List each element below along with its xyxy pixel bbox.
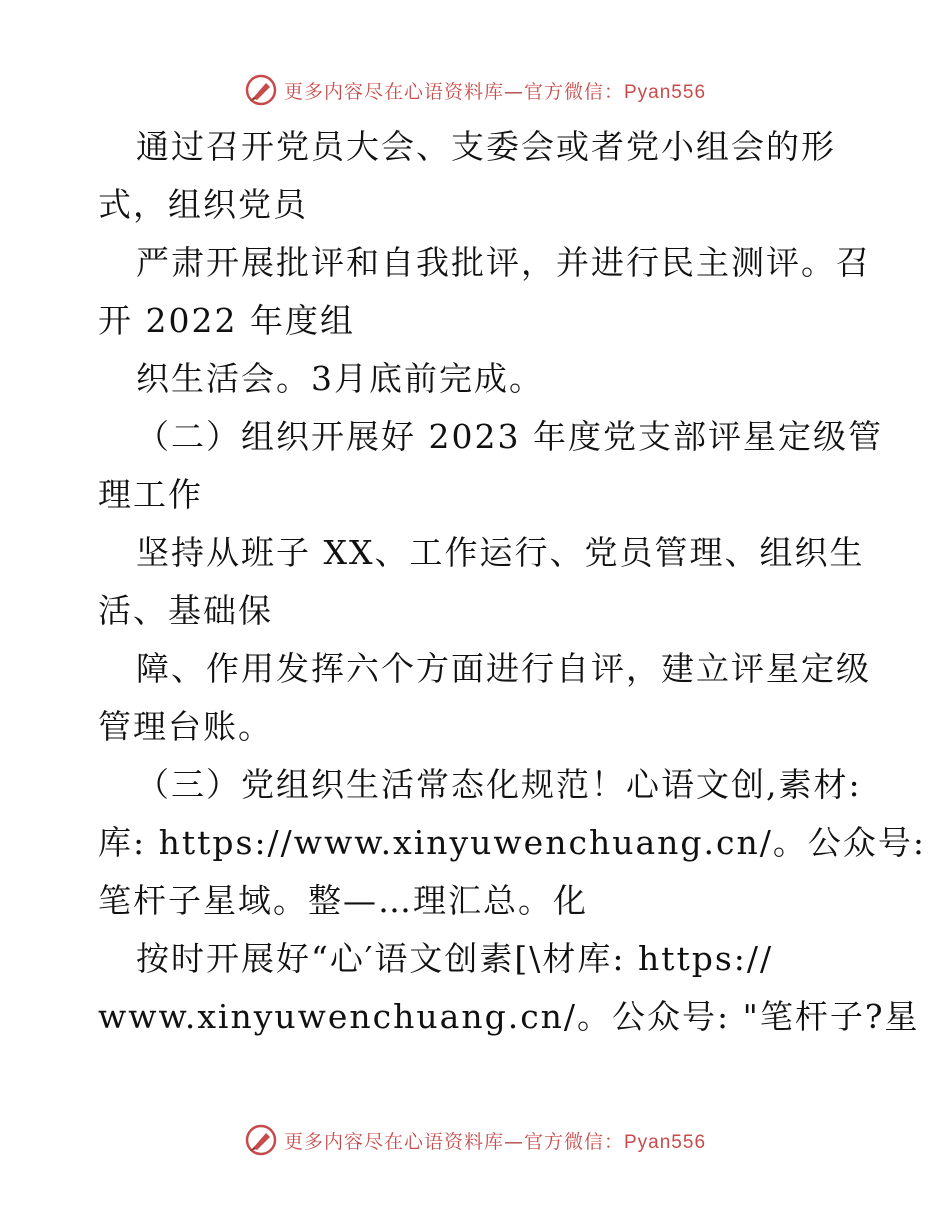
text-line: 管理台账。 bbox=[98, 707, 273, 746]
document-body bbox=[98, 118, 926, 1046]
section-heading-cont: 理工作 bbox=[98, 475, 203, 514]
pen-nib-logo-icon bbox=[244, 73, 278, 107]
text-line: 通过召开党员大会、支委会或者党小组会的形 bbox=[136, 127, 836, 166]
watermark-wechat-id: Pyan556 bbox=[624, 81, 707, 103]
text-line: 库: https://www.xinyuwenchuang.cn/。公众号: bbox=[98, 823, 926, 862]
section-heading: （二）组织开展好 2023 年度党支部评星定级管 bbox=[136, 417, 883, 456]
watermark-site-name: 更多内容尽在心语资料库 bbox=[283, 1130, 504, 1153]
watermark-site-name: 更多内容尽在心语资料库 bbox=[283, 80, 504, 103]
pen-nib-logo-icon bbox=[244, 1123, 278, 1157]
text-line: www.xinyuwenchuang.cn/。公众号: "笔杆子?星 bbox=[98, 997, 920, 1036]
text-line: 按时开展好“心′语文创素[\材库: https:// bbox=[136, 939, 774, 978]
text-line: 开 2022 年度组 bbox=[98, 301, 355, 340]
watermark-separator: — bbox=[503, 80, 524, 103]
watermark-text bbox=[284, 77, 706, 104]
watermark-wechat-label: 官方微信： bbox=[523, 1130, 624, 1153]
text-line: 活、基础保 bbox=[98, 591, 273, 630]
text-line: 式，组织党员 bbox=[98, 185, 308, 224]
text-line: 织生活会。3月底前完成。 bbox=[136, 359, 544, 398]
text-line: 严肃开展批评和自我批评，并进行民主测评。召 bbox=[136, 243, 871, 282]
header-watermark bbox=[0, 70, 950, 110]
watermark-wechat-label: 官方微信： bbox=[523, 80, 624, 103]
watermark-wechat-id: Pyan556 bbox=[624, 1131, 707, 1153]
watermark-text bbox=[284, 1127, 706, 1154]
section-heading: （三）党组织生活常态化规范！心语文创,素材: bbox=[136, 765, 862, 804]
text-line: 障、作用发挥六个方面进行自评，建立评星定级 bbox=[136, 649, 871, 688]
text-line: 笔杆子星域。整—…理汇总。化 bbox=[98, 881, 588, 920]
watermark-separator: — bbox=[503, 1130, 524, 1153]
text-line: 坚持从班子 XX、工作运行、党员管理、组织生 bbox=[136, 533, 865, 572]
footer-watermark bbox=[0, 1120, 950, 1160]
